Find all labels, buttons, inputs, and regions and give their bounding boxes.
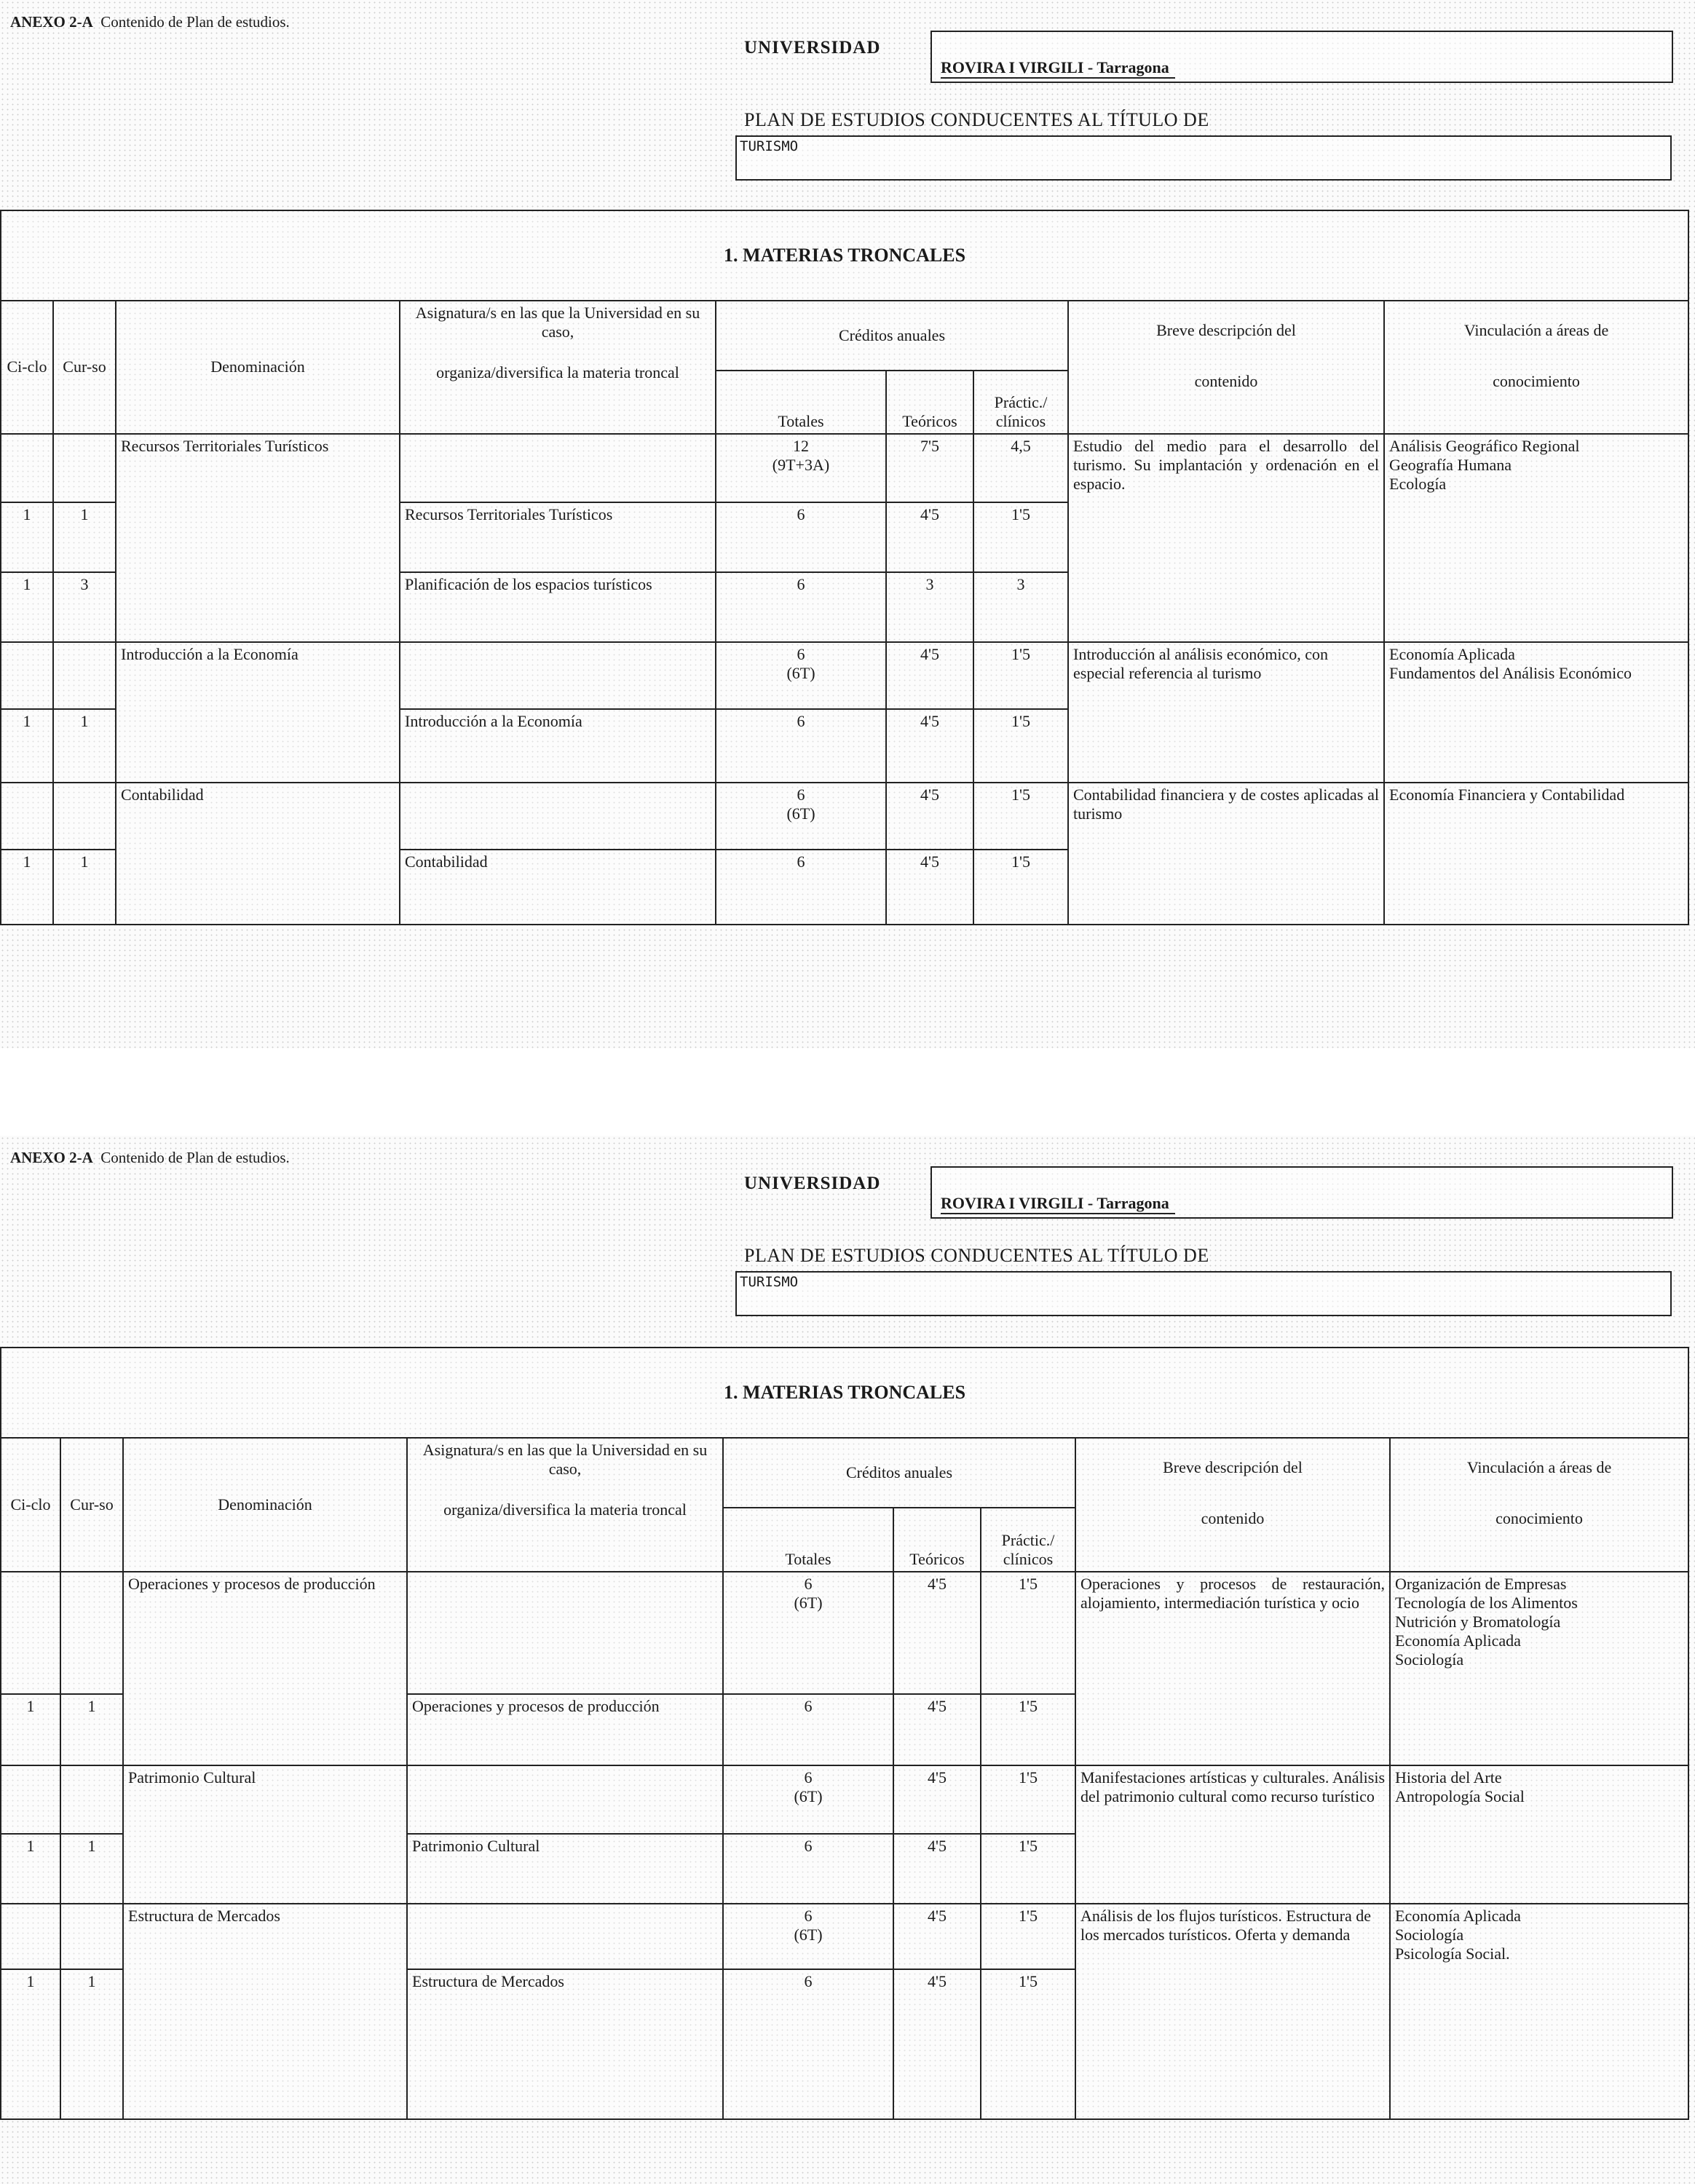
header-teoricos: Teóricos [886, 371, 973, 433]
plan-value: TURISMO [740, 1274, 799, 1290]
materia-denominacion: Patrimonio Cultural [123, 1765, 407, 1904]
header-vinculacion [1384, 301, 1688, 433]
asignatura-practicos: 3 [973, 572, 1068, 642]
asignatura-totales: 6 [723, 1694, 893, 1765]
materia-ciclo-empty [1, 1765, 60, 1834]
header-creditos: Créditos anuales [723, 1438, 1075, 1508]
materia-asignatura-empty [400, 434, 716, 502]
header-practicos: Práctic./ clínicos [973, 371, 1068, 433]
materia-practicos: 1'5 [981, 1765, 1075, 1834]
asignatura-curso: 1 [60, 1834, 123, 1904]
document-page-1 [0, 0, 1695, 1048]
plan-label: PLAN DE ESTUDIOS CONDUCENTES AL TÍTULO DE [744, 1245, 1209, 1266]
materia-denominacion: Estructura de Mercados [123, 1904, 407, 2119]
materia-descripcion: Contabilidad financiera y de costes aplicadas al turismo [1068, 783, 1384, 925]
asignatura-ciclo: 1 [1, 709, 53, 782]
header-descripcion-line2: contenido [1201, 1509, 1265, 1527]
materia-ciclo-empty [1, 1572, 60, 1694]
asignatura-ciclo: 1 [1, 1834, 60, 1904]
header-descripcion-line1: Breve descripción del [1163, 1458, 1303, 1476]
materia-denominacion: Contabilidad [116, 783, 400, 925]
materia-asignatura-empty [407, 1765, 723, 1834]
asignatura-teoricos: 4'5 [886, 709, 973, 782]
vinculacion-area: Fundamentos del Análisis Económico [1389, 664, 1632, 683]
materia-totales [723, 1572, 893, 1694]
materia-totales [716, 642, 886, 709]
universidad-label: UNIVERSIDAD [744, 1174, 881, 1193]
materia-asignatura-empty [407, 1904, 723, 1969]
materia-descripcion: Análisis de los flujos turísticos. Estructura de los mercados turísticos. Oferta y demanda [1075, 1904, 1390, 2119]
header-practicos: Práctic./ clínicos [981, 1508, 1075, 1572]
materia-vinculacion [1390, 1572, 1688, 1765]
materia-teoricos: 7'5 [886, 434, 973, 502]
header-descripcion-line1: Breve descripción del [1156, 321, 1296, 340]
materia-curso-empty [60, 1765, 123, 1834]
asignatura-ciclo: 1 [1, 572, 53, 642]
materia-curso-empty [60, 1572, 123, 1694]
plan-box [735, 1271, 1672, 1316]
asignatura-teoricos: 4'5 [893, 1834, 981, 1904]
asignatura-teoricos: 4'5 [886, 850, 973, 925]
vinculacion-area: Ecología [1389, 474, 1447, 493]
asignatura-teoricos: 4'5 [893, 1694, 981, 1765]
asignatura-totales: 6 [723, 1969, 893, 2119]
materia-denominacion: Operaciones y procesos de producción [123, 1572, 407, 1765]
asignatura-totales: 6 [716, 709, 886, 782]
header-ciclo: Ci-clo [1, 301, 53, 433]
materia-asignatura-empty [400, 642, 716, 709]
asignatura-nombre: Contabilidad [400, 850, 716, 925]
header-denominacion: Denominación [123, 1438, 407, 1572]
annex-caption: ANEXO 2-A Contenido de Plan de estudios. [10, 1149, 290, 1166]
header-asignatura-line2: organiza/diversifica la materia troncal [436, 363, 679, 382]
asignatura-ciclo: 1 [1, 1969, 60, 2119]
universidad-label: UNIVERSIDAD [744, 38, 881, 58]
asignatura-curso: 1 [60, 1969, 123, 2119]
materia-curso-empty [53, 642, 116, 709]
materia-descripcion: Manifestaciones artísticas y culturales. Análisis del patrimonio cultural como recurso turístico [1075, 1765, 1390, 1904]
asignatura-nombre: Operaciones y procesos de producción [407, 1694, 723, 1765]
universidad-value: ROVIRA I VIRGILI - Tarragona [941, 1194, 1175, 1214]
materia-descripcion: Estudio del medio para el desarrollo del turismo. Su implantación y ordenación en el espacio. [1068, 434, 1384, 643]
header-denominacion: Denominación [116, 301, 400, 433]
materia-totales-value: 12 [793, 436, 809, 455]
materia-totales-value: 6 [804, 1768, 813, 1787]
asignatura-teoricos: 4'5 [886, 502, 973, 572]
asignatura-teoricos: 3 [886, 572, 973, 642]
header-vinculacion-line1: Vinculación a áreas de [1463, 321, 1609, 340]
materia-totales-detalle: (6T) [786, 804, 815, 823]
header-asignatura-line1: Asignatura/s en las que la Universidad en su caso, [422, 1441, 708, 1478]
asignatura-teoricos: 4'5 [893, 1969, 981, 2119]
materia-ciclo-empty [1, 783, 53, 850]
asignatura-practicos: 1'5 [981, 1834, 1075, 1904]
materia-totales-detalle: (6T) [794, 1787, 823, 1805]
asignatura-curso: 1 [53, 850, 116, 925]
materia-totales-value: 6 [797, 785, 805, 804]
materia-vinculacion [1390, 1765, 1688, 1904]
materia-ciclo-empty [1, 1904, 60, 1969]
vinculacion-area: Historia del Arte [1395, 1768, 1502, 1787]
header-asignatura [407, 1438, 723, 1572]
table-title: 1. MATERIAS TRONCALES [1, 1348, 1688, 1438]
materia-totales [716, 783, 886, 850]
vinculacion-area: Economía Aplicada [1395, 1907, 1521, 1925]
materia-totales [723, 1904, 893, 1969]
materia-practicos: 4,5 [973, 434, 1068, 502]
materia-curso-empty [53, 434, 116, 502]
materia-vinculacion [1384, 783, 1688, 925]
materia-teoricos: 4'5 [893, 1904, 981, 1969]
materia-asignatura-empty [407, 1572, 723, 1694]
materia-curso-empty [53, 783, 116, 850]
vinculacion-area: Sociología [1395, 1926, 1464, 1944]
materias-table [0, 1347, 1689, 2120]
asignatura-practicos: 1'5 [981, 1694, 1075, 1765]
table-title: 1. MATERIAS TRONCALES [1, 210, 1688, 301]
asignatura-curso: 3 [53, 572, 116, 642]
universidad-box [931, 1166, 1673, 1219]
vinculacion-area: Sociología [1395, 1650, 1464, 1669]
header-vinculacion-line1: Vinculación a áreas de [1466, 1458, 1612, 1476]
asignatura-nombre: Estructura de Mercados [407, 1969, 723, 2119]
materia-totales-detalle: (6T) [794, 1926, 823, 1944]
header-teoricos: Teóricos [893, 1508, 981, 1572]
materia-denominacion: Introducción a la Economía [116, 642, 400, 782]
materia-descripcion: Operaciones y procesos de restauración, alojamiento, intermediación turística y ocio [1075, 1572, 1390, 1765]
vinculacion-area: Psicología Social. [1395, 1944, 1510, 1963]
asignatura-curso: 1 [53, 502, 116, 572]
materia-totales-value: 6 [804, 1575, 813, 1593]
vinculacion-area: Economía Aplicada [1389, 645, 1515, 664]
materia-asignatura-empty [400, 783, 716, 850]
annex-caption: ANEXO 2-A Contenido de Plan de estudios. [10, 13, 290, 31]
asignatura-curso: 1 [53, 709, 116, 782]
asignatura-ciclo: 1 [1, 1694, 60, 1765]
asignatura-totales: 6 [723, 1834, 893, 1904]
universidad-value: ROVIRA I VIRGILI - Tarragona [941, 58, 1175, 79]
header-asignatura-line1: Asignatura/s en las que la Universidad en su caso, [415, 304, 700, 341]
header-descripcion-line2: contenido [1194, 372, 1258, 391]
materia-totales-detalle: (9T+3A) [772, 455, 830, 474]
plan-label: PLAN DE ESTUDIOS CONDUCENTES AL TÍTULO DE [744, 109, 1209, 130]
header-ciclo: Ci-clo [1, 1438, 60, 1572]
materia-curso-empty [60, 1904, 123, 1969]
materia-totales-detalle: (6T) [786, 664, 815, 683]
header-descripcion [1075, 1438, 1390, 1572]
materia-practicos: 1'5 [973, 642, 1068, 709]
header-asignatura-line2: organiza/diversifica la materia troncal [443, 1500, 687, 1519]
vinculacion-area: Antropología Social [1395, 1787, 1525, 1805]
materia-practicos: 1'5 [981, 1904, 1075, 1969]
asignatura-totales: 6 [716, 850, 886, 925]
header-vinculacion-line2: conocimiento [1493, 372, 1580, 391]
materia-totales [723, 1765, 893, 1834]
materia-teoricos: 4'5 [886, 783, 973, 850]
header-descripcion [1068, 301, 1384, 433]
materia-vinculacion [1390, 1904, 1688, 2119]
vinculacion-area: Tecnología de los Alimentos [1395, 1594, 1578, 1612]
asignatura-nombre: Planificación de los espacios turísticos [400, 572, 716, 642]
vinculacion-area: Nutrición y Bromatología [1395, 1613, 1561, 1631]
asignatura-nombre: Introducción a la Economía [400, 709, 716, 782]
materia-vinculacion [1384, 642, 1688, 782]
materia-practicos: 1'5 [973, 783, 1068, 850]
asignatura-practicos: 1'5 [973, 850, 1068, 925]
asignatura-practicos: 1'5 [973, 502, 1068, 572]
materia-totales-detalle: (6T) [794, 1594, 823, 1612]
asignatura-practicos: 1'5 [981, 1969, 1075, 2119]
header-creditos: Créditos anuales [716, 301, 1068, 371]
materia-teoricos: 4'5 [886, 642, 973, 709]
document-page-2 [0, 1136, 1695, 2184]
materia-descripcion: Introducción al análisis económico, con especial referencia al turismo [1068, 642, 1384, 782]
vinculacion-area: Geografía Humana [1389, 455, 1512, 474]
asignatura-nombre: Patrimonio Cultural [407, 1834, 723, 1904]
header-curso: Cur-so [53, 301, 116, 433]
materia-totales-value: 6 [797, 645, 805, 664]
materia-practicos: 1'5 [981, 1572, 1075, 1694]
plan-value: TURISMO [740, 138, 799, 154]
materia-ciclo-empty [1, 642, 53, 709]
plan-box [735, 135, 1672, 181]
header-totales: Totales [716, 371, 886, 433]
asignatura-practicos: 1'5 [973, 709, 1068, 782]
materia-vinculacion [1384, 434, 1688, 643]
materia-teoricos: 4'5 [893, 1572, 981, 1694]
materia-totales [716, 434, 886, 502]
asignatura-ciclo: 1 [1, 850, 53, 925]
asignatura-ciclo: 1 [1, 502, 53, 572]
vinculacion-area: Economía Financiera y Contabilidad [1389, 785, 1625, 804]
materia-ciclo-empty [1, 434, 53, 502]
asignatura-totales: 6 [716, 502, 886, 572]
header-curso: Cur-so [60, 1438, 123, 1572]
vinculacion-area: Organización de Empresas [1395, 1575, 1567, 1593]
universidad-box [931, 31, 1673, 83]
materias-table [0, 210, 1689, 925]
header-vinculacion [1390, 1438, 1688, 1572]
asignatura-curso: 1 [60, 1694, 123, 1765]
header-totales: Totales [723, 1508, 893, 1572]
materia-teoricos: 4'5 [893, 1765, 981, 1834]
header-vinculacion-line2: conocimiento [1496, 1509, 1583, 1527]
asignatura-totales: 6 [716, 572, 886, 642]
vinculacion-area: Economía Aplicada [1395, 1631, 1521, 1650]
header-asignatura [400, 301, 716, 433]
materia-totales-value: 6 [804, 1907, 813, 1925]
materia-denominacion: Recursos Territoriales Turísticos [116, 434, 400, 643]
vinculacion-area: Análisis Geográfico Regional [1389, 436, 1580, 455]
asignatura-nombre: Recursos Territoriales Turísticos [400, 502, 716, 572]
